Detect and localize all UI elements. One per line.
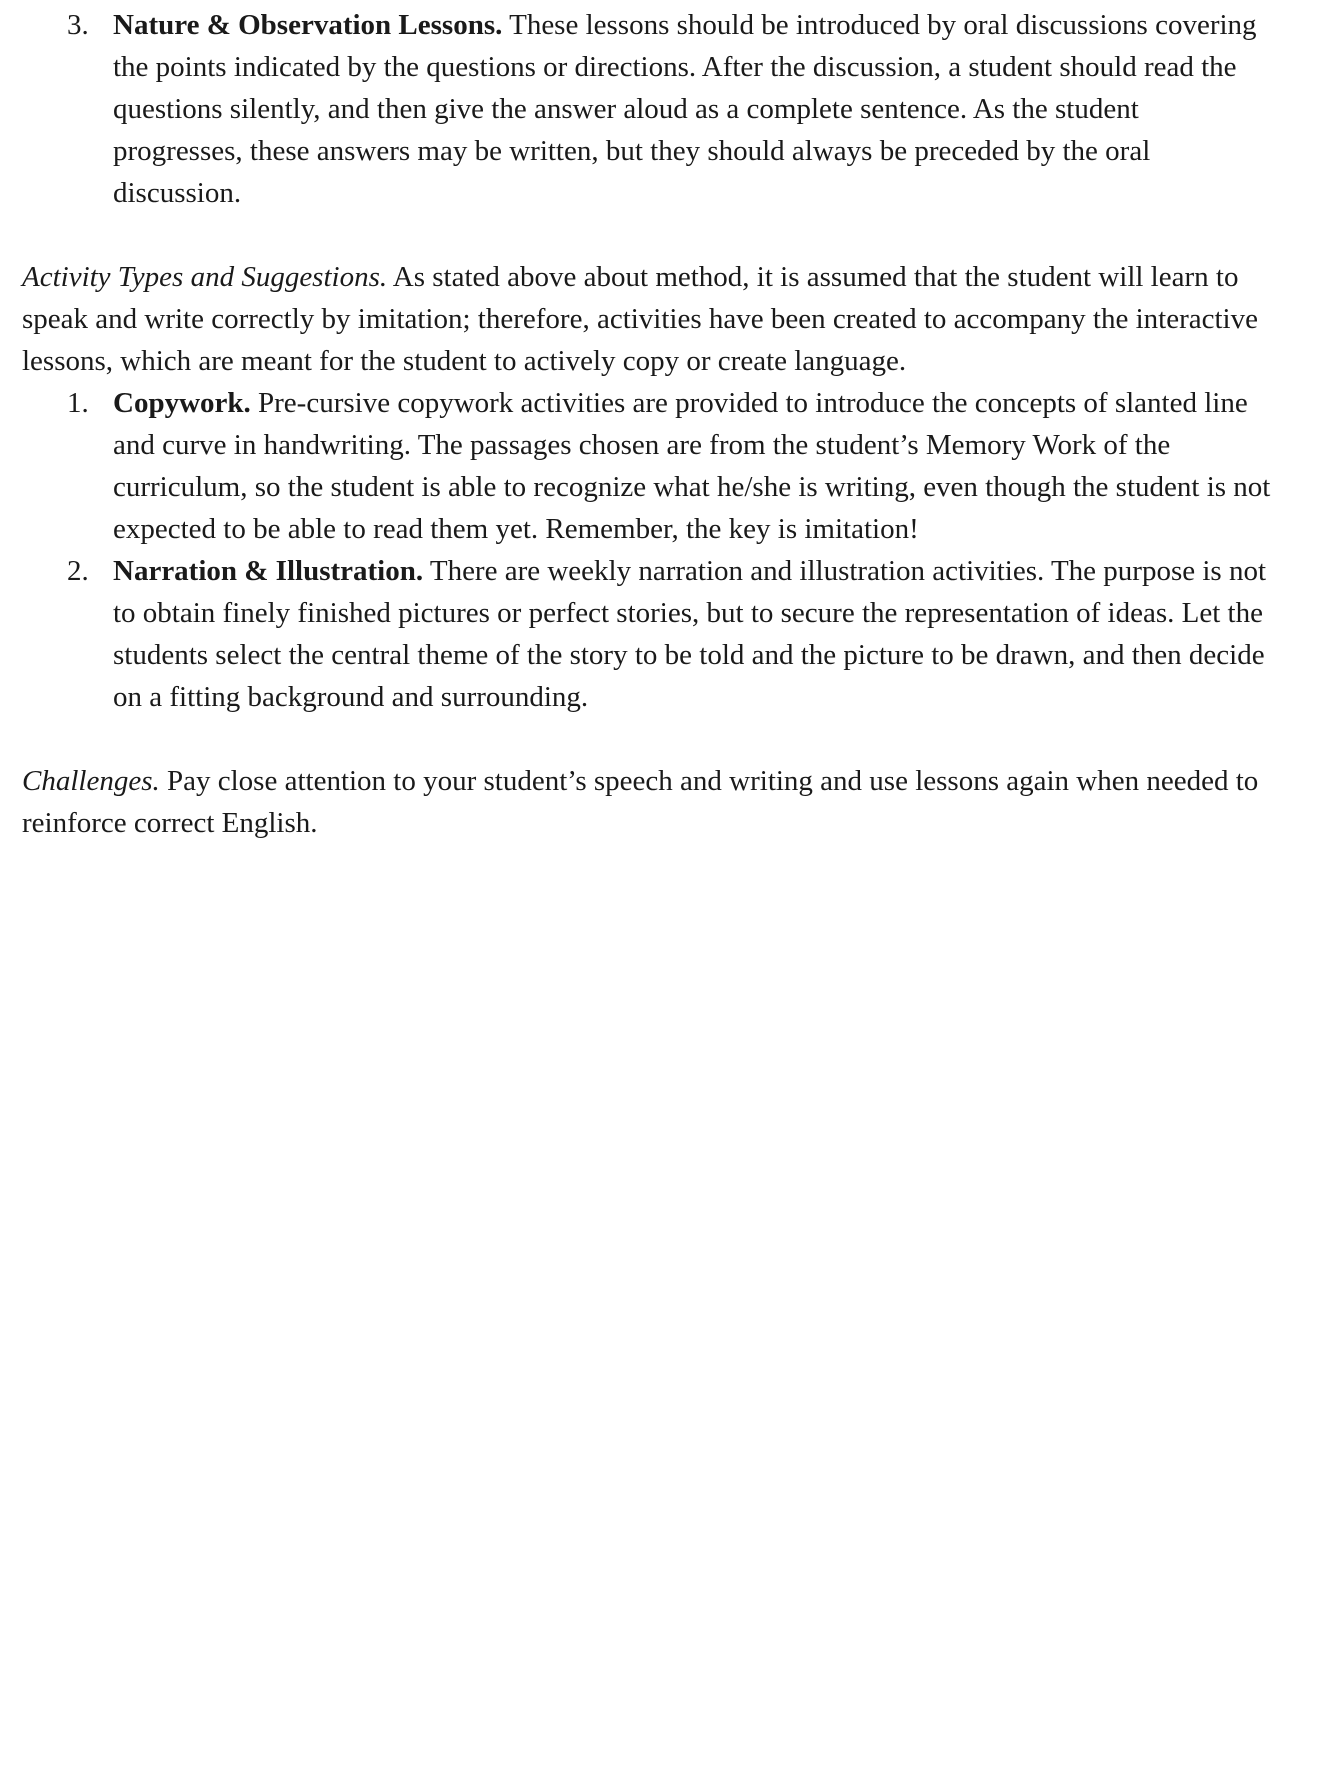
activity-text: As stated above about method, it is assumed that the student will learn to speak and write correctly by imitation; therefore, activities have been created to accompany the interactive lessons, which are meant for the student to actively copy or create language. [22, 261, 1258, 377]
list-number: 1. [67, 387, 89, 419]
list-item-nature-observation [22, 4, 1272, 214]
activity-paragraph [22, 256, 1272, 382]
list-item-narration [22, 550, 1272, 718]
list-item-copywork [22, 382, 1272, 550]
list-item-text: Pre-cursive copywork activities are provided to introduce the concepts of slanted line and curve in handwriting. The passages chosen are from the student’s Memory Work of the curriculum, so the student is able to recognize what he/she is writing, even though the student is not expected to be able to read them yet. Remember, the key is imitation! [113, 387, 1271, 545]
list-item-title: Nature & Observation Lessons. [113, 9, 503, 41]
list-item-text: These lessons should be introduced by oral discussions covering the points indicated by the questions or directions. After the discussion, a student should read the questions silently, and then give the answer aloud as a complete sentence. As the student progresses, these answers may be written, but they should always be preceded by the oral discussion. [113, 9, 1257, 209]
spacer [22, 718, 1272, 760]
list-item-text: There are weekly narration and illustration activities. The purpose is not to obtain finely finished pictures or perfect stories, but to secure the representation of ideas. Let the students select the central theme of the story to be told and the picture to be drawn, and then decide on a fitting background and surrounding. [113, 555, 1267, 713]
challenges-paragraph [22, 760, 1272, 844]
list-number: 3. [67, 9, 89, 41]
challenges-text: Pay close attention to your student’s speech and writing and use lessons again when needed to reinforce correct English. [22, 765, 1259, 839]
list-item-title: Copywork. [113, 387, 251, 419]
list-number: 2. [67, 555, 89, 587]
list-item-title: Narration & Illustration. [113, 555, 424, 587]
challenges-heading: Challenges. [22, 765, 160, 797]
document-page [22, 4, 1272, 844]
spacer [22, 214, 1272, 256]
activity-heading: Activity Types and Suggestions. [22, 261, 388, 293]
